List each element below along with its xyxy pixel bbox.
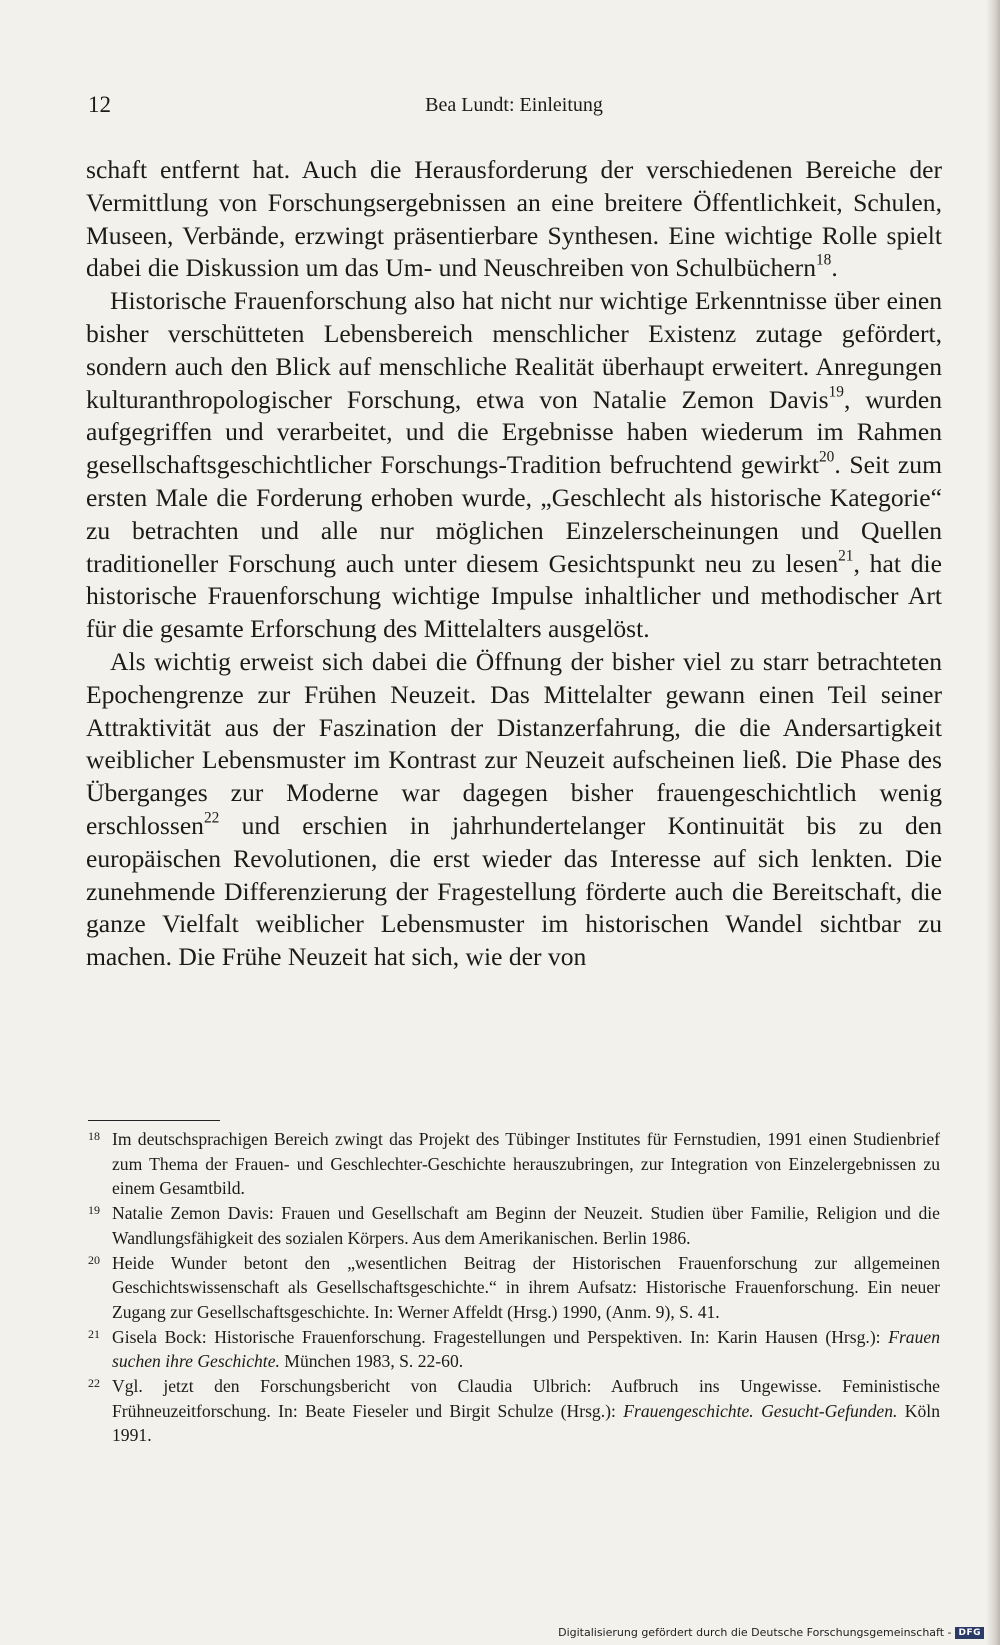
footnote-text [112, 1327, 940, 1372]
italic-title: Frauen suchen ihre Geschichte. [112, 1326, 940, 1372]
paragraph [86, 646, 942, 974]
italic-title: Frauengeschichte. Gesucht-Gefunden. [623, 1400, 898, 1421]
footnote-text [112, 1203, 940, 1248]
text-run: schaft entfernt hat. Auch die Herausforderung der verschiedenen Bereiche der Vermittlung von Forschungsergebnissen an eine breitere Öffentlichkeit, Schulen, Museen, Verbände, erzwingt präsentierbare Synthesen. Eine wichtige Rolle spielt dabei die Diskussion um das Um- und Neuschreiben von Schulbüchern [86, 155, 942, 283]
footnote-ref: 21 [838, 547, 854, 565]
footnote-rule [88, 1120, 220, 1121]
footnote [88, 1325, 940, 1374]
footnote-ref: 22 [203, 809, 220, 827]
footnote-number: 18 [88, 1129, 100, 1143]
text-run: München 1983, S. 22-60. [279, 1351, 464, 1372]
text-run: Historische Frauenforschung also hat nicht nur wichtige Erkenntnisse über einen bisher verschütteten Lebensbereich menschlicher Existenz zutage gefördert, sondern auch den Blick auf menschliche Realität überhaupt erweitert. Anregungen kulturanthropologischer Forschung, etwa von Natalie Zemon Davis [86, 286, 942, 414]
paragraph [86, 154, 942, 285]
text-run: Als wichtig erweist sich dabei die Öffnung der bisher viel zu starr betrachteten Epochengrenze zur Frühen Neuzeit. Das Mittelalter gewann einen Teil seiner Attraktivität aus der Faszination der Distanzerfahrung, die die Andersartigkeit weiblicher Lebensmuster im Kontrast zur Neuzeit aufscheinen ließ. Die Phase des Überganges zur Moderne war dagegen bisher frauengeschichtlich wenig erschlossen [86, 646, 942, 840]
footnote-text [112, 1376, 940, 1445]
text-run: . Seit zum ersten Male die Forderung erhoben wurde, „Geschlecht als historische Kategorie“ zu betrachten und alle nur möglichen Einzelerscheinungen und Quellen traditioneller Forschung auch unter diesem Gesichtspunkt neu zu lesen [86, 450, 942, 578]
digitization-credit [558, 1626, 984, 1639]
text-run: , wurden aufgegriffen und verarbeitet, und die Ergebnisse haben wiederum im Rahmen gesellschaftsgeschichtlicher Forschungs-Tradition befruchtend gewirkt [86, 384, 942, 480]
footnotes [88, 1127, 940, 1448]
text-run: Köln 1991. [112, 1400, 940, 1446]
footnote [88, 1374, 940, 1448]
footnote [88, 1127, 940, 1201]
body-text [86, 154, 942, 974]
footnote-text [112, 1129, 940, 1198]
text-run: Gisela Bock: Historische Frauenforschung. Fragestellungen und Perspektiven. In: Karin Hausen (Hrsg.): [112, 1326, 889, 1347]
text-run: Natalie Zemon Davis: Frauen und Gesellschaft am Beginn der Neuzeit. Studien über Familie, Religion und die Wandlungsfähigkeit des sozialen Körpers. Aus dem Amerikanischen. Berlin 1986. [112, 1203, 940, 1248]
text-run: und erschien in jahrhundertelanger Kontinuität bis zu den europäischen Revolutionen, die erst wieder das Interesse auf sich lenkten. Die zunehmende Differenzierung der Fragestellung förderte auch die Bereitschaft, die ganze Vielfalt weiblicher Lebensmuster im historischen Wandel sichtbar zu machen. Die Frühe Neuzeit hat sich, wie der von [86, 810, 942, 972]
text-run: Im deutschsprachigen Bereich zwingt das Projekt des Tübinger Institutes für Fernstudien, 1991 einen Studienbrief zum Thema der Frauen- und Geschlechter-Geschichte herauszubringen, zur Integration von Einzelergebnissen zu einem Gesamtbild. [112, 1129, 940, 1199]
running-head: Bea Lundt: Einleitung [425, 94, 603, 116]
footnote-ref: 19 [828, 383, 844, 401]
footnote [88, 1251, 940, 1325]
page-header [88, 92, 940, 122]
footnote-number: 21 [88, 1326, 100, 1341]
text-run: Vgl. jetzt den Forschungsbericht von Claudia Ulbrich: Aufbruch ins Ungewisse. Feministische Frühneuzeitforschung. In: Beate Fieseler und Birgit Schulze (Hrsg.): [112, 1376, 940, 1421]
footnote [88, 1201, 940, 1250]
page-number: 12 [88, 92, 111, 117]
text-run: Heide Wunder betont den „wesentlichen Beitrag der Historischen Frauenforschung zur allgemeinen Geschichtswissenschaft als Gesellschaftsgeschichte.“ in ihrem Aufsatz: Historische Frauenforschung. Ein neuer Zugang zur Gesellschaftsgeschichte. In: Werner Affeldt (Hrsg.) 1990, (Anm. 9), S. 41. [112, 1252, 940, 1322]
footnote-ref: 20 [819, 448, 835, 466]
footnote-number: 19 [88, 1203, 100, 1218]
footnote-number: 22 [88, 1376, 100, 1391]
page-edge-shadow [986, 0, 1000, 1645]
footnote-ref: 18 [816, 251, 832, 269]
credit-text: Digitalisierung gefördert durch die Deutsche Forschungsgemeinschaft - [558, 1626, 952, 1639]
footnote-number: 20 [88, 1252, 100, 1267]
dfg-logo: DFG [955, 1627, 984, 1639]
paragraph [86, 285, 942, 646]
footnote-text [112, 1253, 940, 1322]
text-run: . [831, 253, 838, 283]
text-run: , hat die historische Frauenforschung wichtige Impulse inhaltlicher und methodischer Art für die gesamte Erforschung des Mittelalters ausgelöst. [86, 548, 943, 644]
